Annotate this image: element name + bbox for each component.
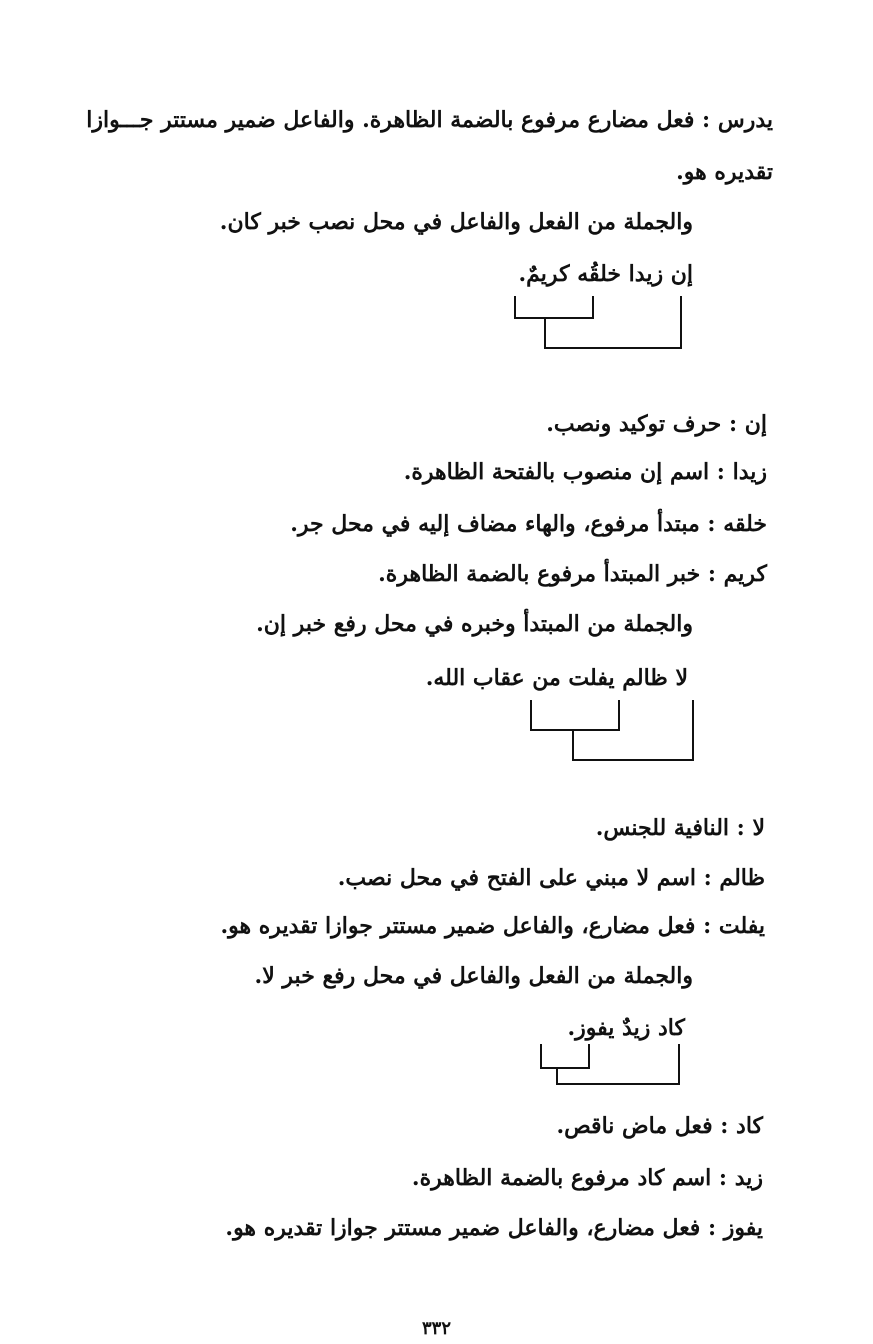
text-line-14: زيد : اسم كاد مرفوع بالضمة الظاهرة. [411, 1165, 763, 1191]
text-line-7: كريم : خبر المبتدأ مرفوع بالضمة الظاهرة. [378, 561, 767, 587]
text-line-12: والجملة من الفعل والفاعل في محل رفع خبر لا. [254, 963, 693, 989]
bracket-inner-2 [531, 700, 619, 730]
bracket-inner-1 [515, 296, 593, 318]
example-sentence-3: كاد زيدٌ يفوز. [567, 1015, 685, 1041]
text-line-2: تقديره هو. [676, 159, 773, 185]
example-sentence-2: لا ظالم يفلت من عقاب الله. [425, 665, 688, 691]
example-sentence-1: إن زيدا خلقُه كريمٌ. [518, 261, 693, 287]
text-line-11: يفلت : فعل مضارع، والفاعل ضمير مستتر جوازا تقديره هو. [220, 913, 765, 939]
bracket-outer-3 [557, 1044, 679, 1084]
text-line-6: خلقه : مبتدأ مرفوع، والهاء مضاف إليه في محل جر. [290, 511, 767, 537]
text-line-9: لا : النافية للجنس. [595, 815, 765, 841]
text-line-8: والجملة من المبتدأ وخبره في محل رفع خبر إن. [256, 611, 693, 637]
text-line-4: إن : حرف توكيد ونصب. [546, 411, 767, 437]
page-number: ٣٣٢ [421, 1318, 451, 1339]
text-line-15: يفوز : فعل مضارع، والفاعل ضمير مستتر جوازا تقديره هو. [225, 1215, 763, 1241]
text-line-5: زيدا : اسم إن منصوب بالفتحة الظاهرة. [403, 459, 767, 485]
parse-diagram-3 [535, 1040, 685, 1086]
bracket-outer-1 [545, 296, 681, 348]
text-line-3: والجملة من الفعل والفاعل في محل نصب خبر كان. [219, 209, 693, 235]
bracket-inner-3 [541, 1044, 589, 1068]
text-line-13: كاد : فعل ماض ناقص. [556, 1113, 763, 1139]
parse-diagram-2 [525, 698, 705, 764]
text-line-10: ظالم : اسم لا مبني على الفتح في محل نصب. [337, 865, 765, 891]
parse-diagram-1 [505, 294, 690, 354]
text-line-1: يدرس : فعل مضارع مرفوع بالضمة الظاهرة. والفاعل ضمير مستتر جـــوازا [86, 107, 773, 133]
